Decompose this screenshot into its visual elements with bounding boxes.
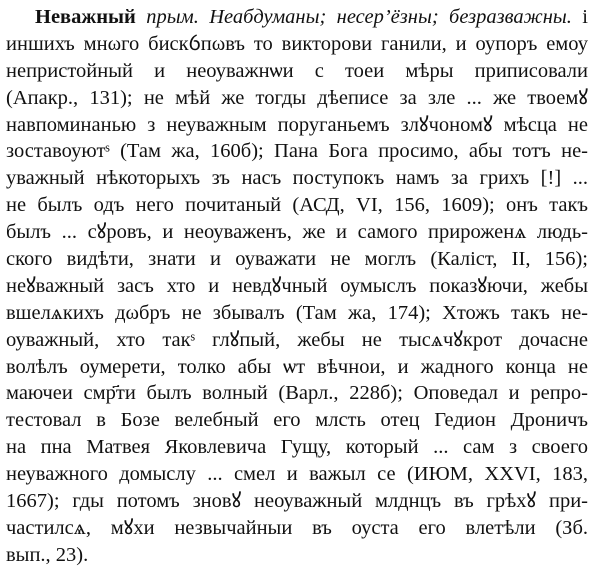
entry-line: навпоминанью з неуважным поруганьемъ злꙋчономꙋ мѣсца не [6, 113, 588, 136]
entry-line: былъ ... сꙋровъ, и неоуваженъ, же и самого прироженѧ людь- [6, 221, 588, 244]
entry-line: (Апакр., 131); не мѣй же тогды дѣеписе за зле ... же твоемꙋ [6, 86, 588, 109]
entry-line: волѣлъ оумерети, толко абы ѡт вѣчнои, и жадного конца не [6, 355, 588, 378]
entry-line: неуважного домыслу ... смел и важыл се (ИЮМ, XXVI, 183, [6, 463, 588, 486]
entry-line: тестовал в Бозе велебный его млсть отец Гедион Дроничъ [6, 409, 588, 432]
entry-line: зоставоуютˢ (Там жа, 160б); Пана Бога просимо, абы тотъ не- [6, 140, 588, 163]
entry-line: непристойный и неоуважнѡи с тоеи мѣры приписовали [6, 59, 588, 82]
entry-line: маючеи смр҃ти былъ волный (Варл., 228б); Оповедал и репро- [6, 382, 588, 405]
entry-line: вып., 23). [6, 543, 89, 566]
entry-line: частилсѧ, мꙋхи незвычайныи въ оуста его влетѣли (Зб. [6, 516, 588, 539]
entry-line: уважный нѣкоторыхъ зъ насъ поступокъ намъ за грихъ [!] ... [6, 167, 588, 190]
entry-line: оуважный, хто такˢ глꙋпый, жебы не тысѧчꙋкрот дочасне [6, 328, 588, 351]
entry-line: 1667); гды потомъ зновꙋ неоуважный млднцъ въ грѣхꙋ при- [6, 490, 588, 513]
entry-line-1 [6, 4, 588, 31]
entry-line-1-tail: і [582, 6, 588, 28]
gloss: прым. Неабдуманы; несер’ёзны; безразважны. [146, 6, 572, 28]
entry-line: вшелѧкихъ дωбръ не збывалъ (Там жа, 174); Хтожъ такъ не- [6, 301, 588, 324]
headword: Неважный [35, 6, 136, 28]
entry-line: на пна Матвея Яковлевича Гущу, который ... сам з своего [6, 436, 588, 459]
entry-line: не былъ одъ него почитаный (АСД, VI, 156, 1609); онъ такъ [6, 194, 588, 217]
entry-line: ского видѣти, знати и оуважати не моглъ (Каліст, II, 156); [6, 248, 588, 271]
entry-line: неꙋважный засъ хто и невдꙋчный оумыслъ показꙋючи, жебы [6, 274, 588, 297]
entry-line: иншихъ мнωго бискỽпωвъ то викторови ганили, и оупоръ емоу [6, 32, 588, 55]
